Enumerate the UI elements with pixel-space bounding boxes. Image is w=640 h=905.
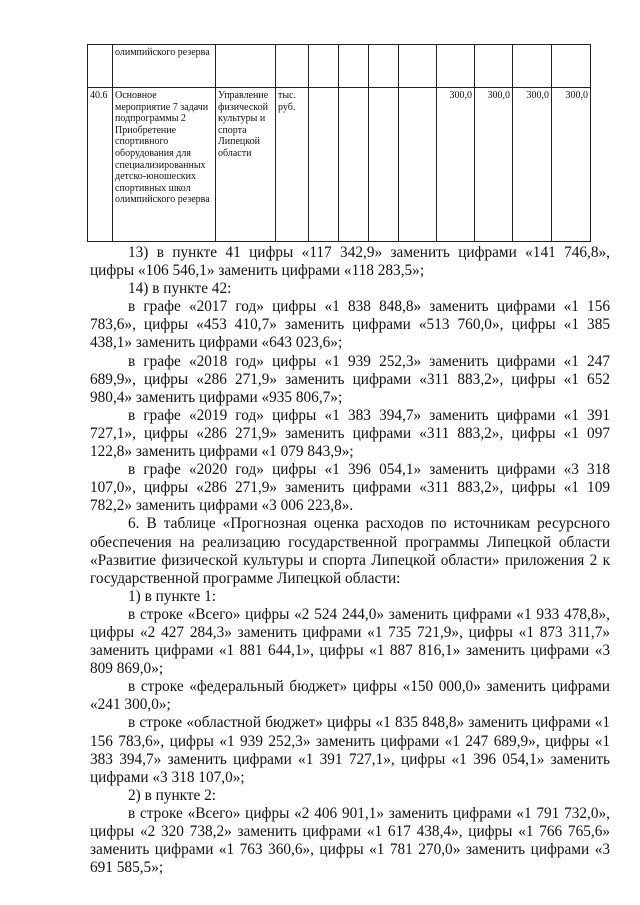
- paragraph: в графе «2020 год» цифры «1 396 054,1» заменить цифрами «3 318 107,0», цифры «286 271,9» заменить цифрами «311 883,2», цифры «1 109 782,2» заменить цифрами «3 006 223,8».: [90, 461, 610, 515]
- paragraph: в графе «2017 год» цифры «1 838 848,8» заменить цифрами «1 156 783,6», цифры «453 410,7» заменить цифрами «513 760,0», цифры «1 385 438,1» заменить цифрами «643 023,6»;: [90, 298, 610, 352]
- table-cell: [513, 45, 552, 88]
- document-body: [90, 244, 610, 877]
- value-cell: 300,0: [475, 88, 513, 242]
- paragraph: 13) в пункте 41 цифры «117 342,9» заменить цифрами «141 746,8», цифры «106 546,1» заменить цифрами «118 283,5»;: [90, 244, 610, 280]
- table-cell: [369, 45, 399, 88]
- activity-name-cell: олимпийского резерва: [113, 45, 216, 88]
- value-cell: 300,0: [513, 88, 552, 242]
- row-number-cell: 40.6: [88, 88, 113, 242]
- table-cell: [339, 88, 369, 242]
- table-cell: [339, 45, 369, 88]
- paragraph: в строке «Всего» цифры «2 406 901,1» заменить цифрами «1 791 732,0», цифры «2 320 738,2» заменить цифрами «1 617 438,4», цифры «1 766 765,6» заменить цифрами «1 763 360,6», цифры «1 781 270,0» заменить цифрами «3 691 585,5»;: [90, 804, 610, 877]
- paragraph: в строке «федеральный бюджет» цифры «150 000,0» заменить цифрами «241 300,0»;: [90, 678, 610, 714]
- table-cell: [309, 45, 339, 88]
- value-cell: 300,0: [437, 88, 475, 242]
- paragraph: в графе «2019 год» цифры «1 383 394,7» заменить цифрами «1 391 727,1», цифры «286 271,9» заменить цифрами «311 883,2», цифры «1 097 122,8» заменить цифрами «1 079 843,9»;: [90, 406, 610, 461]
- paragraph: в строке «Всего» цифры «2 524 244,0» заменить цифрами «1 933 478,8», цифры «2 427 284,3» заменить цифрами «1 735 721,9», цифры «1 873 311,7» заменить цифрами «1 881 644,1», цифры «1 887 816,1» заменить цифрами «3 809 869,0»;: [90, 605, 610, 678]
- table-row: [88, 88, 591, 242]
- unit-cell: тыс. руб.: [276, 88, 309, 242]
- table-cell: [552, 45, 591, 88]
- table-row: [88, 45, 591, 88]
- table-cell: [88, 45, 113, 88]
- table-cell: [309, 88, 339, 242]
- paragraph: в графе «2018 год» цифры «1 939 252,3» заменить цифрами «1 247 689,9», цифры «286 271,9» заменить цифрами «311 883,2», цифры «1 652 980,4» заменить цифрами «935 806,7»;: [90, 352, 610, 406]
- table-cell: [399, 45, 437, 88]
- paragraph: 2) в пункте 2:: [128, 786, 217, 804]
- table-cell: [399, 88, 437, 242]
- program-table: [87, 44, 591, 242]
- table-cell: [475, 45, 513, 88]
- activity-name-cell: Основное мероприятие 7 задачи подпрограммы 2 Приобретение спортивного оборудования для специализированных детско-юношеских спортивных школ олимпийского резерва: [113, 88, 216, 242]
- paragraph: 14) в пункте 42:: [128, 280, 232, 298]
- value-cell: 300,0: [552, 88, 591, 242]
- paragraph: 6. В таблице «Прогнозная оценка расходов по источникам ресурсного обеспечения на реализацию государственной программы Липецкой области «Развитие физической культуры и спорта Липецкой области» приложения 2 к государственной программе Липецкой области:: [90, 515, 610, 587]
- table-cell: [437, 45, 475, 88]
- paragraph: в строке «областной бюджет» цифры «1 835 848,8» заменить цифрами «1 156 783,6», цифры «1 939 252,3» заменить цифрами «1 247 689,9», цифры «1 383 394,7» заменить цифрами «1 391 727,1», цифры «1 396 054,1» заменить цифрами «3 318 107,0»;: [90, 714, 610, 786]
- executor-cell: Управление физической культуры и спорта Липецкой области: [216, 88, 276, 242]
- table-cell: [276, 45, 309, 88]
- paragraph: 1) в пункте 1:: [128, 587, 217, 605]
- table-cell: [216, 45, 276, 88]
- table-cell: [369, 88, 399, 242]
